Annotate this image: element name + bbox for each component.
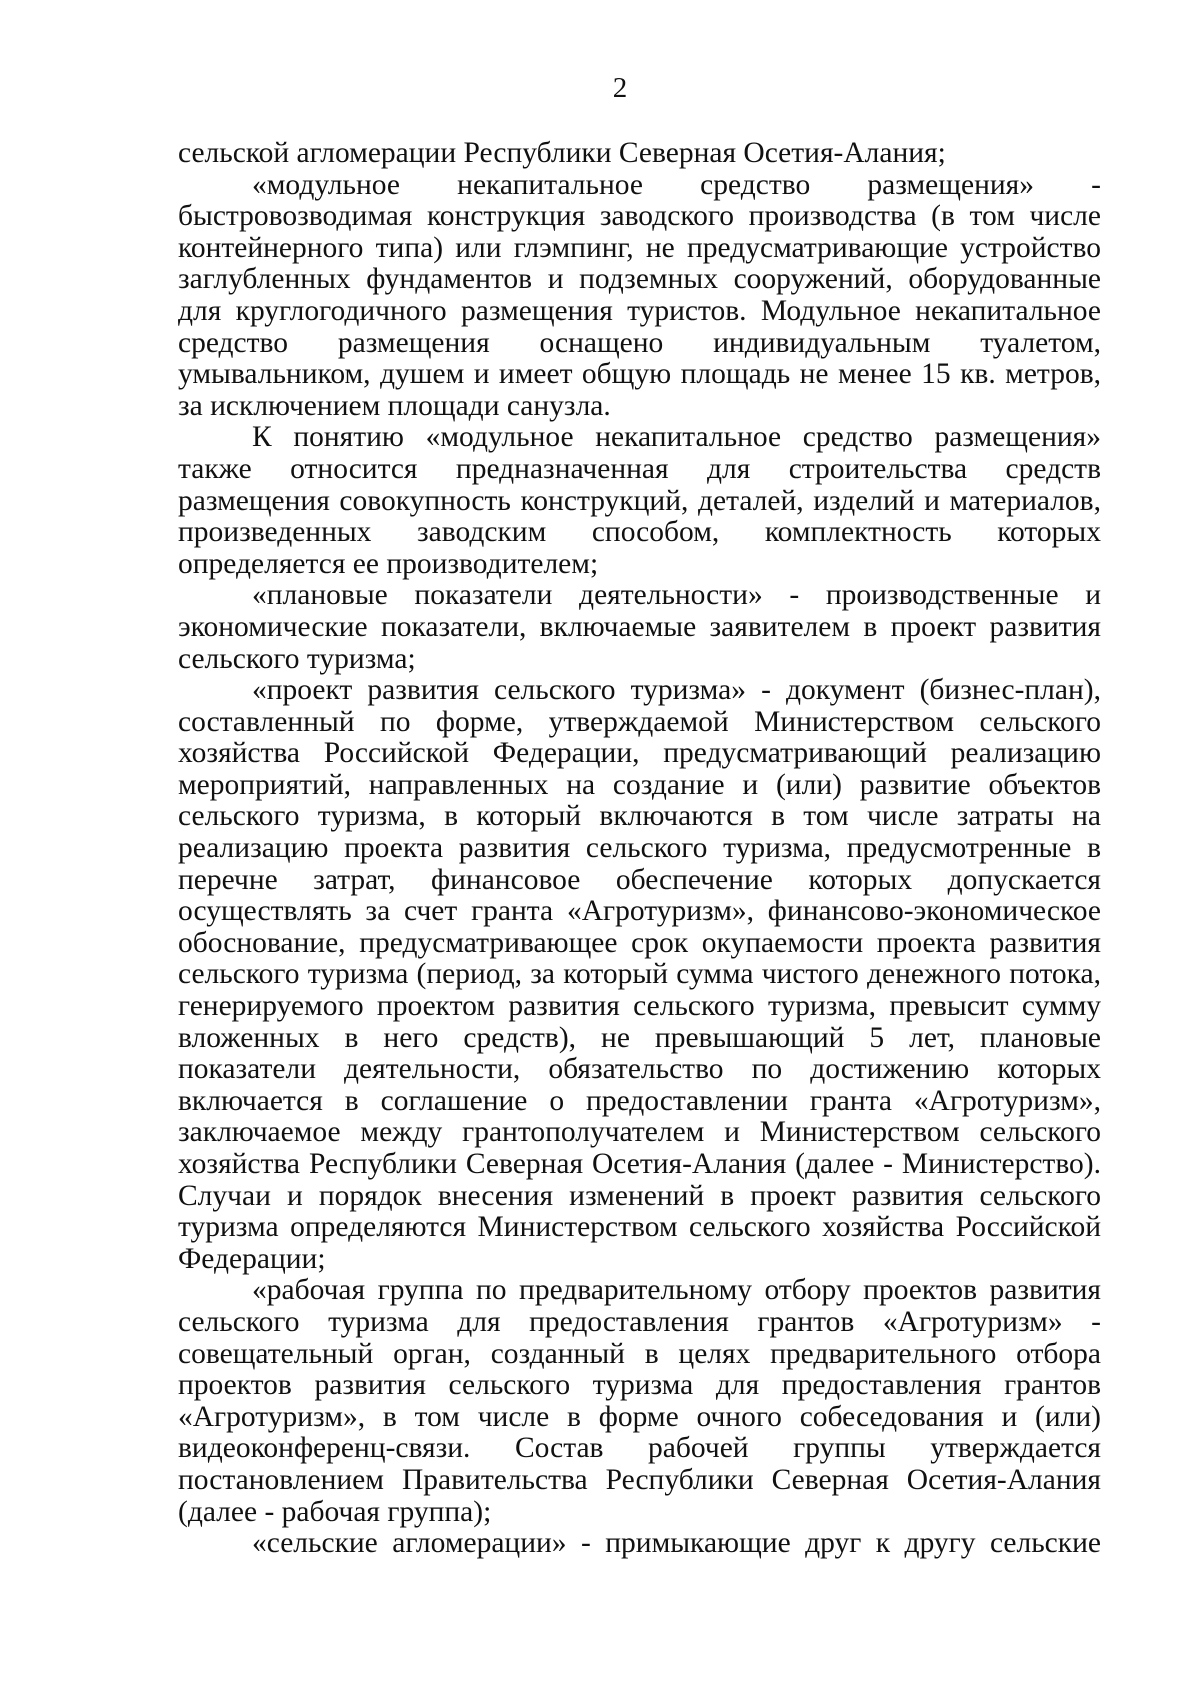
paragraph-modular-accommodation: «модульное некапитальное средство размещения» - быстровозводимая конструкция заводского производства (в том числе контейнерного типа) или глэмпинг, не предусматривающие устройство заглубленных фундаментов и подземных сооружений, оборудованные для круглогодичного размещения туристов. Модульное некапитальное средство размещения оснащено индивидуальным туалетом, умывальником, душем и имеет общую площадь не менее 15 кв. метров, за исключением площади санузла. — [178, 168, 1101, 422]
paragraph-planned-indicators: «плановые показатели деятельности» - производственные и экономические показатели, включаемые заявителем в проект развития сельского туризма; — [178, 579, 1101, 675]
document-body — [178, 138, 1101, 1560]
paragraph-tourism-project: «проект развития сельского туризма» - документ (бизнес-план), составленный по форме, утверждаемой Министерством сельского хозяйства Российской Федерации, предусматривающий реализацию мероприятий, направленных на создание и (или) развитие объектов сельского туризма, в который включаются в том числе затраты на реализацию проекта развития сельского туризма, предусмотренные в перечне затрат, финансовое обеспечение которых допускается осуществлять за счет гранта «Агротуризм», финансово-экономическое обоснование, предусматривающее срок окупаемости проекта развития сельского туризма (период, за который сумма чистого денежного потока, генерируемого проектом развития сельского туризма, превысит сумму вложенных в него средств), не превышающий 5 лет, плановые показатели деятельности, обязательство по достижению которых включается в соглашение о предоставлении гранта «Агротуризм», заключаемое между грантополучателем и Министерством сельского хозяйства Республики Северная Осетия-Алания (далее - Министерство). Случаи и порядок внесения изменений в проект развития сельского туризма определяются Министерством сельского хозяйства Российской Федерации; — [178, 674, 1101, 1275]
paragraph-modular-accommodation-scope: К понятию «модульное некапитальное средство размещения» также относится предназначенная для строительства средств размещения совокупность конструкций, деталей, изделий и материалов, произведенных заводским способом, комплектность которых определяется ее производителем; — [178, 421, 1101, 580]
page-number: 2 — [612, 72, 628, 104]
paragraph-continuation: сельской агломерации Республики Северная Осетия-Алания; — [178, 137, 946, 169]
paragraph-rural-agglomerations: «сельские агломерации» - примыкающие друг к другу сельские — [252, 1527, 1101, 1560]
paragraph-working-group: «рабочая группа по предварительному отбору проектов развития сельского туризма для предоставления грантов «Агротуризм» - совещательный орган, созданный в целях предварительного отбора проектов развития сельского туризма для предоставления грантов «Агротуризм», в том числе в форме очного собеседования и (или) видеоконференц-связи. Состав рабочей группы утверждается постановлением Правительства Республики Северная Осетия-Алания (далее - рабочая группа); — [178, 1274, 1101, 1528]
